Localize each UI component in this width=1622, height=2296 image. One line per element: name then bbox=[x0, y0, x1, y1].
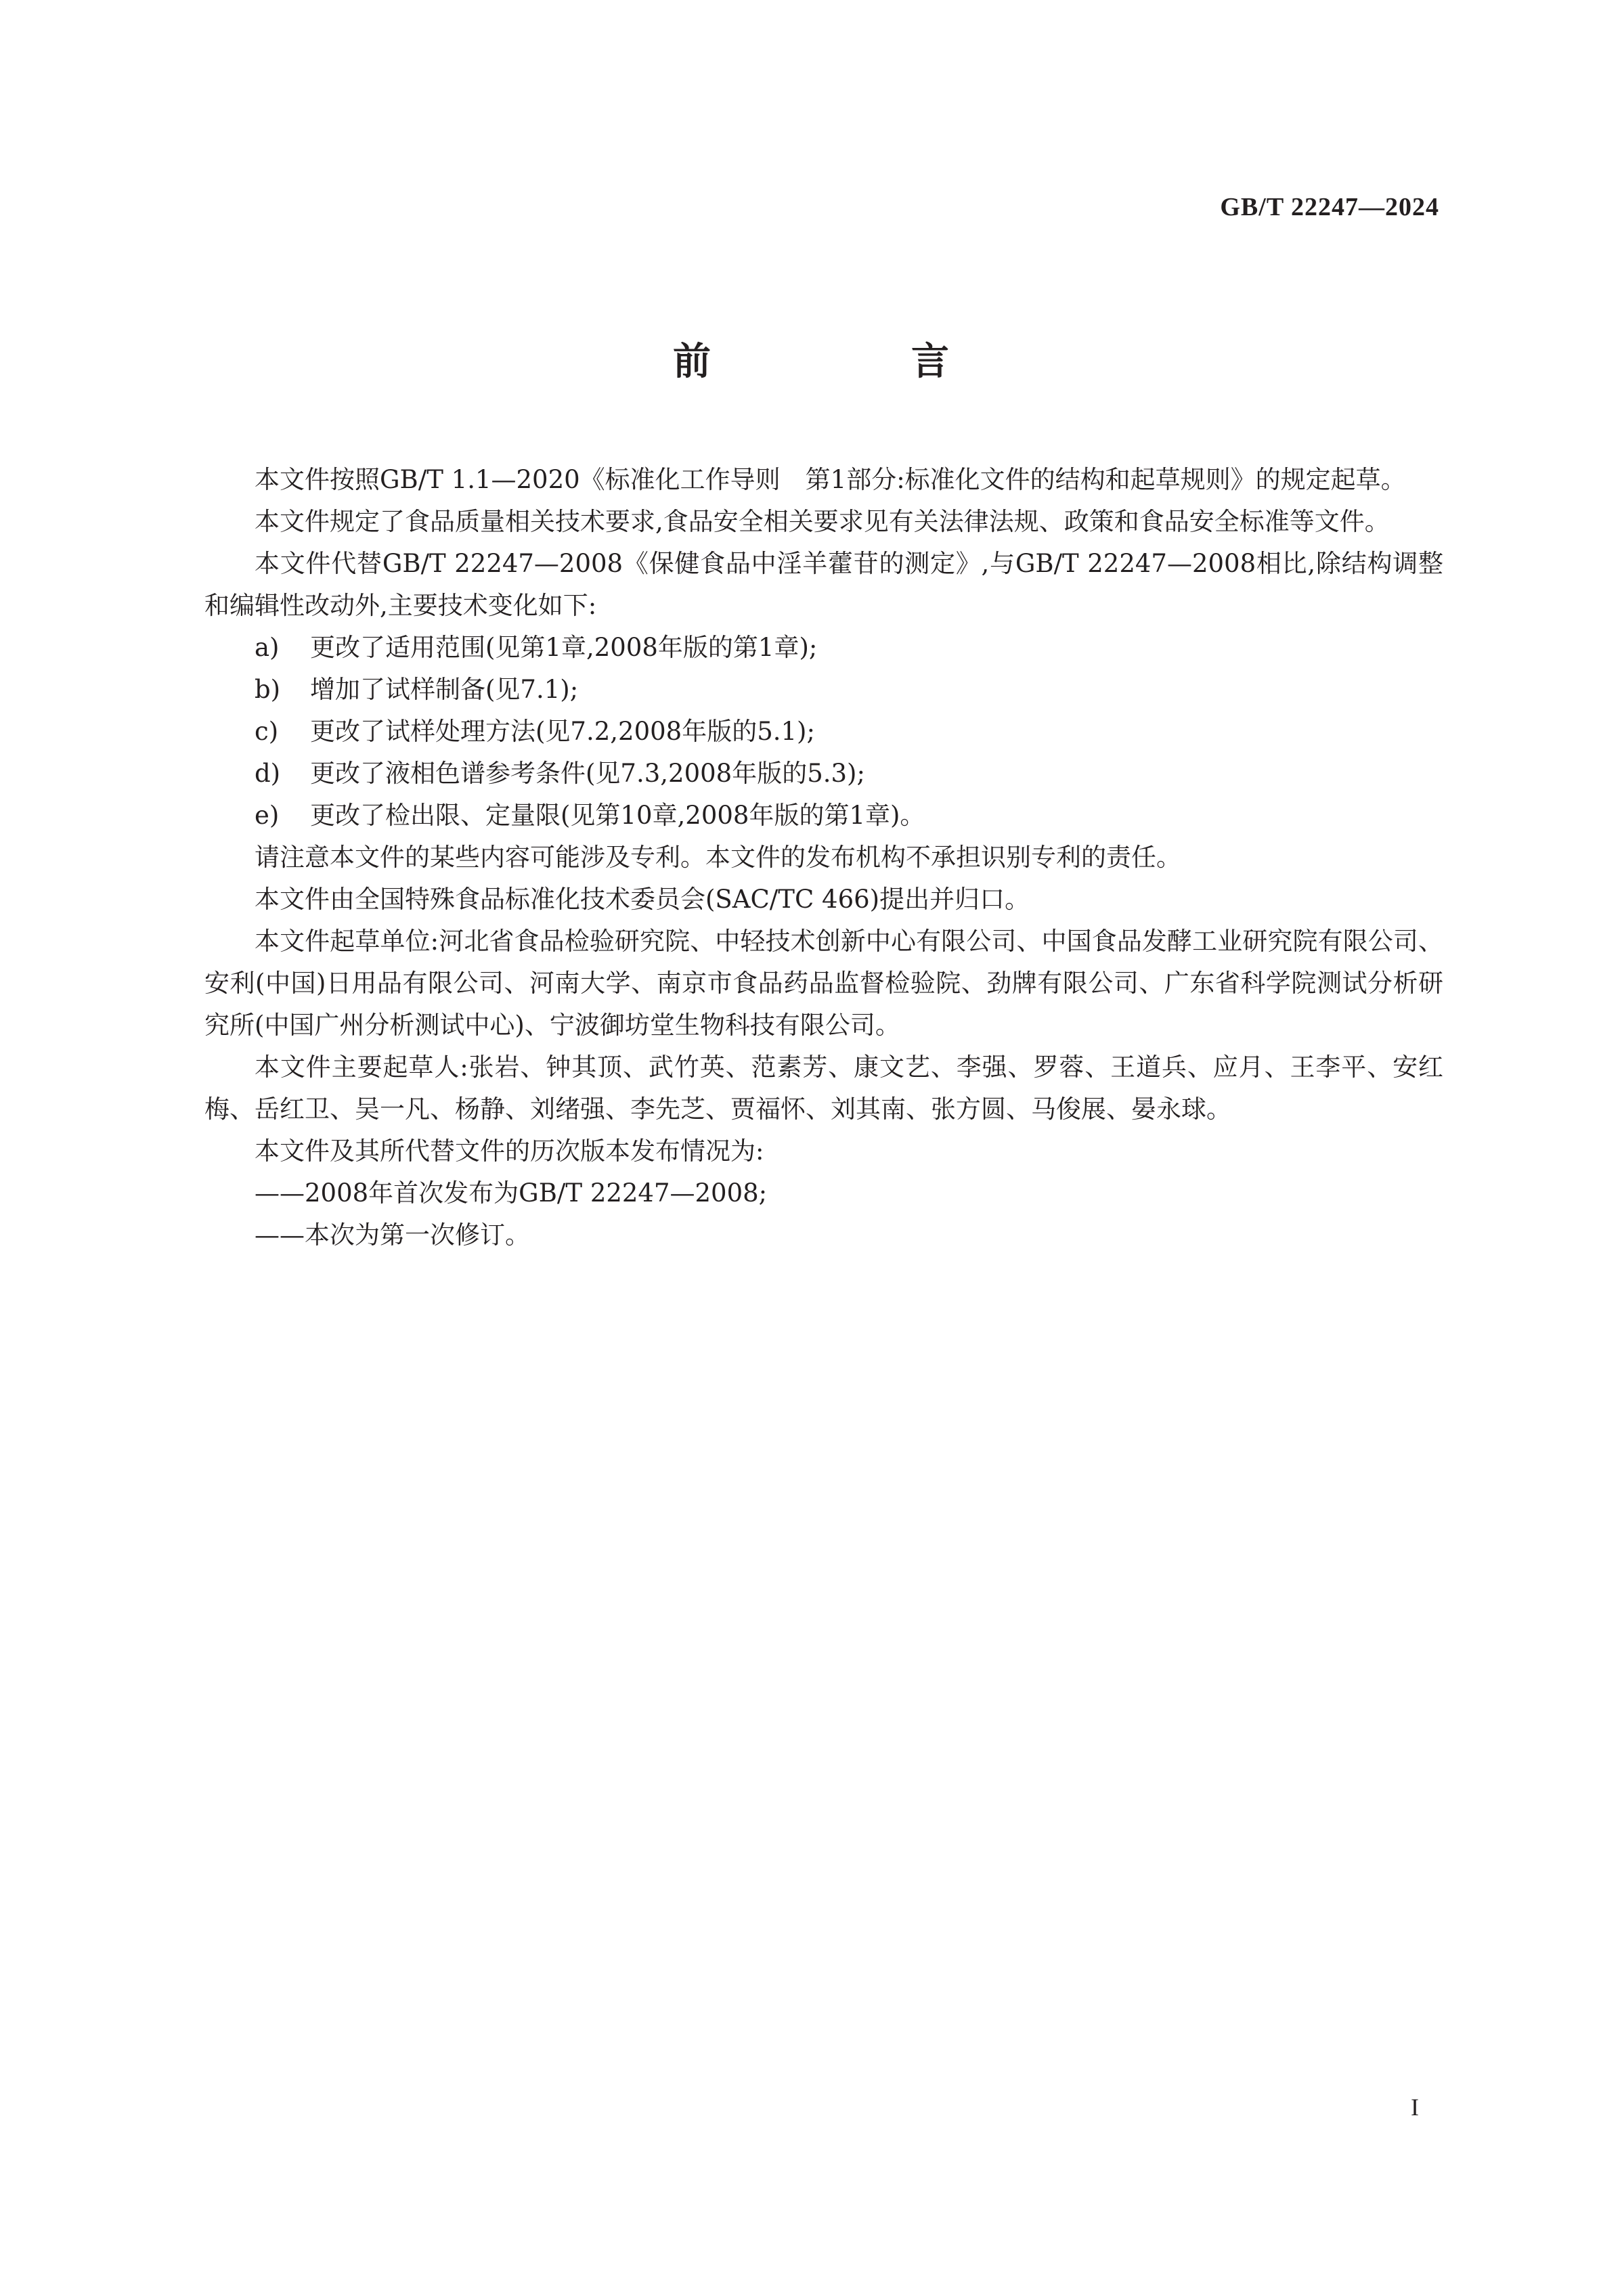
list-item-text: 更改了适用范围(见第1章,2008年版的第1章); bbox=[310, 633, 818, 662]
history-item: ——2008年首次发布为GB/T 22247—2008; bbox=[255, 1178, 768, 1208]
standard-code: GB/T 22247—2024 bbox=[1220, 193, 1439, 221]
paragraph-drafting-units: 本文件起草单位:河北省食品检验研究院、中轻技术创新中心有限公司、中国食品发酵工业研究院有限公司、安利(中国)日用品有限公司、河南大学、南京市食品药品监督检验院、劲牌有限公司、广东省科学院测试分析研究所(中国广州分析测试中心)、宁波御坊堂生物科技有限公司。 bbox=[204, 927, 1443, 1040]
list-marker: e) bbox=[255, 801, 280, 830]
list-item-text: 增加了试样制备(见7.1); bbox=[310, 675, 579, 704]
list-item bbox=[204, 753, 1443, 795]
paragraph-history-intro: 本文件及其所代替文件的历次版本发布情况为: bbox=[255, 1136, 764, 1166]
paragraph-drafting-rules: 本文件按照GB/T 1.1—2020《标准化工作导则 第1部分:标准化文件的结构和起草规则》的规定起草。 bbox=[255, 465, 1406, 494]
paragraph-scope-note: 本文件规定了食品质量相关技术要求,食品安全相关要求见有关法律法规、政策和食品安全标准等文件。 bbox=[255, 507, 1390, 536]
list-item bbox=[204, 627, 1443, 669]
list-marker: b) bbox=[255, 675, 281, 704]
list-item-text: 更改了液相色谱参考条件(见7.3,2008年版的5.3); bbox=[310, 759, 865, 788]
list-marker: a) bbox=[255, 633, 280, 662]
paragraph-drafters: 本文件主要起草人:张岩、钟其顶、武竹英、范素芳、康文艺、李强、罗蓉、王道兵、应月、王李平、安红梅、岳红卫、吴一凡、杨静、刘绪强、李先芝、贾福怀、刘其南、张方圆、马俊展、晏永球。 bbox=[204, 1053, 1443, 1124]
list-item-text: 更改了检出限、定量限(见第10章,2008年版的第1章)。 bbox=[310, 801, 925, 830]
paragraph-patent-notice: 请注意本文件的某些内容可能涉及专利。本文件的发布机构不承担识别专利的责任。 bbox=[255, 843, 1181, 872]
list-item bbox=[204, 669, 1443, 711]
page-number: I bbox=[1411, 2094, 1419, 2121]
list-item bbox=[204, 711, 1443, 753]
paragraph-proposed-by: 本文件由全国特殊食品标准化技术委员会(SAC/TC 466)提出并归口。 bbox=[255, 885, 1030, 914]
changes-list bbox=[204, 627, 1443, 837]
list-marker: d) bbox=[255, 759, 281, 788]
foreword-body bbox=[204, 459, 1443, 1256]
history-item: ——本次为第一次修订。 bbox=[255, 1220, 530, 1250]
list-item-text: 更改了试样处理方法(见7.2,2008年版的5.1); bbox=[310, 717, 815, 746]
paragraph-replacement: 本文件代替GB/T 22247—2008《保健食品中淫羊藿苷的测定》,与GB/T 22247—2008相比,除结构调整和编辑性改动外,主要技术变化如下: bbox=[204, 549, 1443, 620]
list-item bbox=[204, 795, 1443, 837]
list-marker: c) bbox=[255, 717, 279, 746]
page-title: 前 言 bbox=[673, 340, 1030, 384]
